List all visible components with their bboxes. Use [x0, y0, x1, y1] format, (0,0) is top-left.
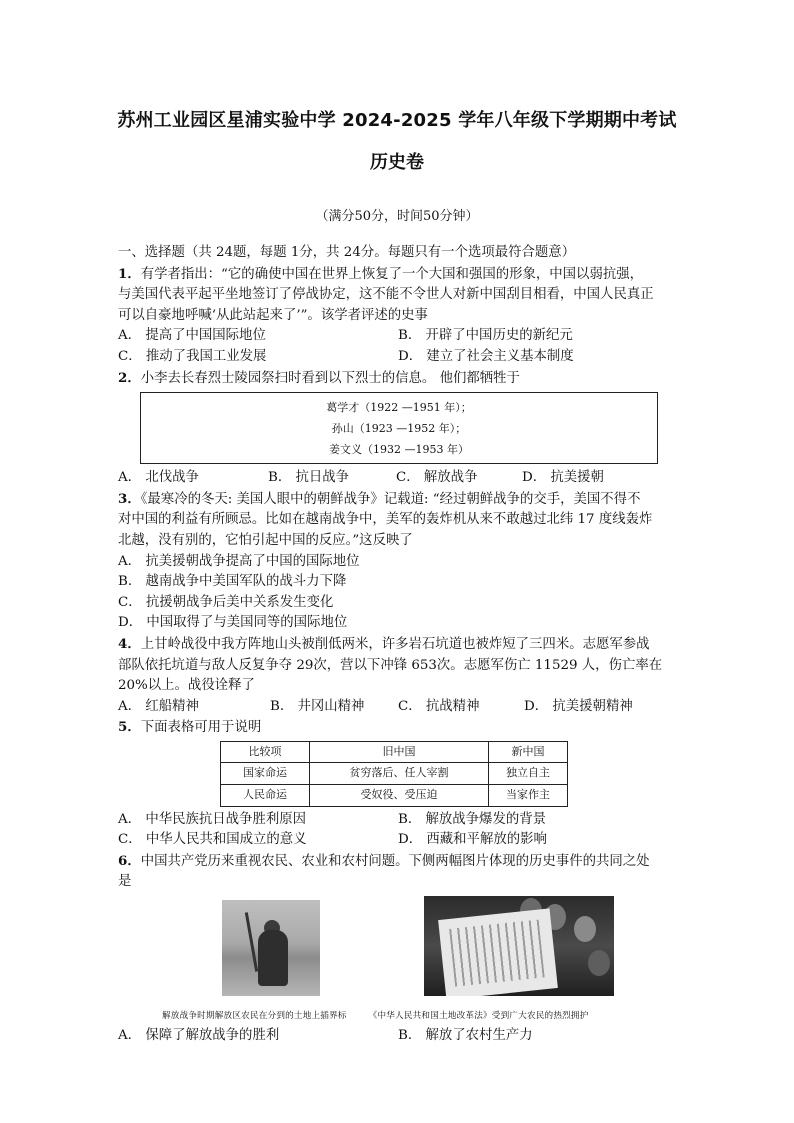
question-number: 1． — [118, 265, 141, 282]
table-cell: 人民命运 — [221, 785, 310, 807]
question-5 — [118, 717, 678, 851]
question-text: 有学者指出：“它的确使中国在世界上恢复了一个大国和强国的形象，中国以弱抗强， — [140, 266, 644, 282]
question-4 — [118, 634, 678, 717]
question-2 — [118, 368, 678, 489]
section-heading: 一、选择题（共 24题，每题 1分，共 24分。每题只有一个选项最符合题意） — [118, 245, 576, 260]
question-text: 20%以上。战役诠释了 — [118, 678, 255, 694]
table-row — [221, 785, 568, 807]
question-text: 下面表格可用于说明 — [140, 720, 262, 736]
caption-right: 《中华人民共和国土地改革法》受到广大农民的热烈拥护 — [368, 1011, 589, 1022]
question-text: 《最寒冷的冬天: 美国人眼中的朝鲜战争》记载道: “经过朝鲜战争的交手，美国不得不 — [140, 491, 641, 507]
exam-title: 苏州工业园区星浦实验中学 2024-2025 学年八年级下学期期中考试 — [117, 110, 677, 131]
land-reform-law-photo — [424, 896, 614, 996]
comparison-table — [220, 741, 568, 807]
option-d: D． 抗美援朝 — [522, 470, 604, 486]
table-row — [221, 741, 568, 763]
option-d: D． 中国取得了与美国同等的国际地位 — [118, 615, 348, 631]
question-text: 部队依托坑道与敌人反复争夺 29次，营以下冲锋 653次。志愿军伤亡 11529 人，伤亡率在 — [118, 657, 663, 673]
question-text: 对中国的利益有所顾忌。比如在越南战争中，美军的轰炸机从来不敢越过北纬 17 度线轰炸 — [118, 512, 653, 528]
question-3 — [118, 489, 678, 634]
option-b: B． 开辟了中国历史的新纪元 — [398, 328, 573, 344]
caption-left: 解放战争时期解放区农民在分到的土地上插界标 — [162, 1011, 347, 1022]
option-a: A． 红船精神 — [118, 698, 199, 714]
question-number: 5． — [118, 719, 141, 736]
question-images — [118, 896, 678, 1026]
table-cell: 受奴役、受压迫 — [310, 785, 489, 807]
question-number: 2． — [118, 369, 141, 386]
question-text: 与美国代表平起平坐地签订了停战协定，这不能不令世人对新中国刮目相看，中国人民真正 — [118, 287, 654, 303]
exam-subtitle: （满分50分，时间50分钟） — [315, 209, 479, 224]
option-a: A． 抗美援朝战争提高了中国的国际地位 — [118, 553, 360, 569]
image-captions — [162, 1006, 682, 1027]
question-6 — [118, 851, 678, 1047]
option-c: C． 推动了我国工业发展 — [118, 348, 267, 364]
table-cell: 旧中国 — [310, 741, 489, 763]
question-text: 小李去长春烈士陵园祭扫时看到以下烈士的信息。 他们都牺牲于 — [140, 370, 520, 386]
question-text: 可以自豪地呼喊‘从此站起来了’”。该学者评述的史事 — [118, 307, 428, 323]
farmer-boundary-marker-photo — [222, 900, 320, 996]
option-b: B． 解放了农村生产力 — [398, 1028, 533, 1044]
option-d: D． 西藏和平解放的影响 — [398, 832, 547, 848]
question-number: 3． — [118, 490, 141, 507]
question-number: 6． — [118, 852, 141, 869]
option-a: A． 北伐战争 — [118, 470, 199, 486]
option-c: C． 中华人民共和国成立的意义 — [118, 832, 307, 848]
option-d: D． 建立了社会主义基本制度 — [398, 348, 574, 364]
option-d: D． 抗美援朝精神 — [524, 698, 633, 714]
question-text: 北越，没有别的，它怕引起中国的反应。”这反映了 — [118, 532, 413, 548]
martyr-entry: 孙山（1923 —1952 年）； — [331, 422, 467, 436]
martyr-info-box — [140, 392, 658, 464]
martyr-entry: 姜文义（1932 —1953 年） — [329, 443, 469, 457]
table-cell: 国家命运 — [221, 763, 310, 785]
option-c: C． 抗援朝战争后美中关系发生变化 — [118, 594, 334, 610]
question-text: 中国共产党历来重视农民、农业和农村问题。下侧两幅图片体现的历史事件的共同之处 — [140, 853, 650, 869]
question-1 — [118, 264, 678, 368]
table-row — [221, 763, 568, 785]
table-cell: 贫穷落后、任人宰割 — [310, 763, 489, 785]
option-b: B． 井冈山精神 — [270, 698, 365, 714]
option-c: C． 解放战争 — [396, 470, 478, 486]
table-cell: 比较项 — [221, 741, 310, 763]
martyr-entry: 葛学才（1922 —1951 年）； — [326, 401, 472, 415]
table-cell: 当家作主 — [489, 785, 568, 807]
option-b: B． 越南战争中美国军队的战斗力下降 — [118, 574, 347, 590]
option-c: C． 抗战精神 — [398, 698, 480, 714]
question-text: 是 — [118, 874, 132, 890]
option-b: B． 抗日战争 — [268, 470, 350, 486]
option-a: A． 保障了解放战争的胜利 — [118, 1028, 280, 1044]
question-number: 4． — [118, 635, 141, 652]
exam-content — [118, 243, 678, 1047]
table-cell: 独立自主 — [489, 763, 568, 785]
exam-subject-title: 历史卷 — [370, 152, 424, 173]
option-a: A． 提高了中国国际地位 — [118, 328, 266, 344]
option-b: B． 解放战争爆发的背景 — [398, 811, 547, 827]
table-cell: 新中国 — [489, 741, 568, 763]
question-text: 上甘岭战役中我方阵地山头被削低两米，许多岩石坑道也被炸短了三四米。志愿军参战 — [140, 636, 650, 652]
option-a: A． 中华民族抗日战争胜利原因 — [118, 811, 307, 827]
